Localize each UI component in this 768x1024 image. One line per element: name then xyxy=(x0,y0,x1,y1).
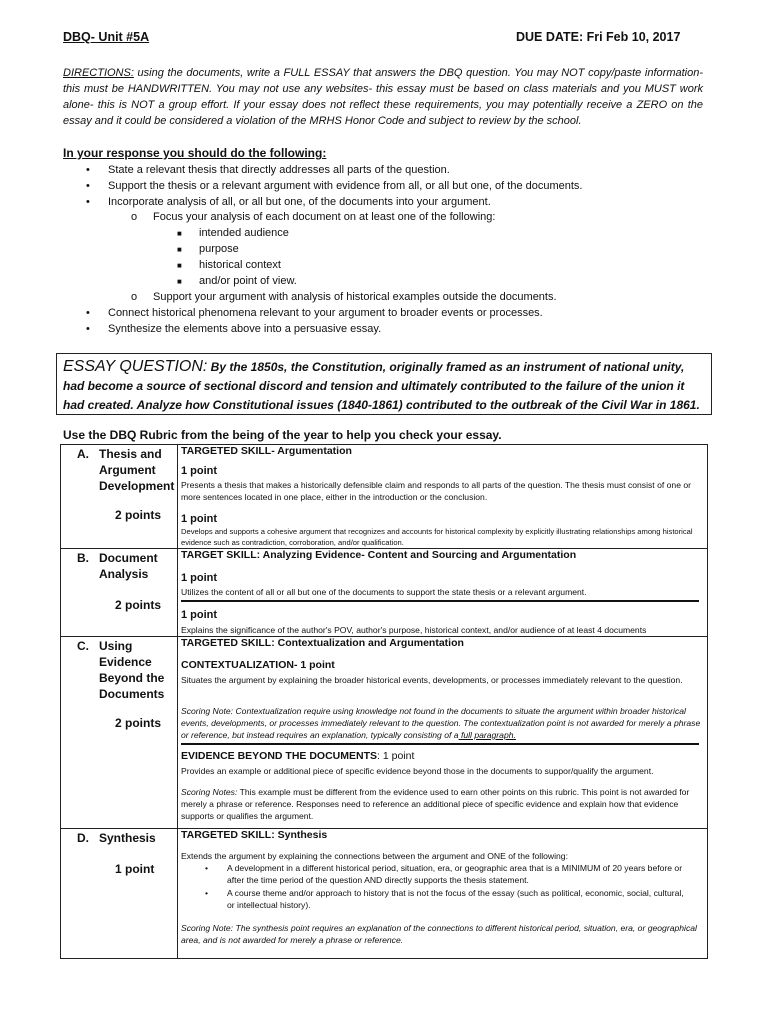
bullet-marker: • xyxy=(86,323,90,335)
list-item xyxy=(86,306,543,320)
point-label: 1 point xyxy=(181,513,218,525)
sub-bullet-marker: o xyxy=(131,211,138,223)
table-row xyxy=(61,549,707,637)
contextualization-description: Situates the argument by explaining the broader historical events, developments, or processes immediately relevant to the question. xyxy=(181,675,683,685)
scoring-note-text: Scoring Note: Contextualization require using knowledge not found in the documents to situate the argument within broader historical events, developments, or processes immediately relevant to the question. The contextualization point is not awarded for merely a phrase or reference, but instead requires an explanation, typically consisting of a xyxy=(181,706,701,740)
table-row xyxy=(61,829,707,958)
sub-bullet-marker: o xyxy=(131,291,138,303)
section-divider xyxy=(181,600,699,602)
list-item-text: Incorporate analysis of all, or all but one, of the documents into your argument. xyxy=(108,196,491,208)
rubric-note: Use the DBQ Rubric from the being of the year to help you check your essay. xyxy=(63,428,502,442)
essay-question-label: ESSAY QUESTION: xyxy=(63,358,208,375)
list-item-text: A development in a different historical period, situation, era, or geographic area that is a MINIMUM of 20 years before or after the time period of the question AND directly supports the thesis statement. xyxy=(227,863,683,885)
point-label: 1 point xyxy=(181,609,218,621)
point-description: Utilizes the content of all or all but one of the documents to support the state thesis or a relevant argument. xyxy=(181,587,587,597)
criterion-points: 1 point xyxy=(115,862,155,876)
scoring-notes-text: This example must be different from the evidence used to earn other points on this rubric. This point is not awarded for merely a phrase or reference. Responses need to reference an additional piece of specific evidence and explain how that evidence supports or qualifies the argument. xyxy=(181,787,690,821)
criterion-title: Document Analysis xyxy=(99,551,158,581)
table-row xyxy=(61,637,707,829)
essay-question-text: By the 1850s, the Constitution, originally framed as an instrument of national unity, had become a source of sectional discord and tension and ultimately contributed to the failure of the union it had created. Analyze how Constitutional issues (1840-1861) contributed to the outbreak of the Civil War in 1861. xyxy=(63,360,700,412)
point-label: 1 point xyxy=(181,465,218,477)
criterion-points: 2 points xyxy=(115,508,162,522)
list-item-text: Support the thesis or a relevant argument with evidence from all, or all but one, of the documents. xyxy=(108,180,583,192)
criterion-points: 2 points xyxy=(115,598,162,612)
list-item xyxy=(177,226,289,240)
square-marker: ■ xyxy=(177,229,182,238)
targeted-skill: TARGET SKILL: Analyzing Evidence- Content and Sourcing and Argumentation xyxy=(181,549,577,561)
unit-title: DBQ- Unit #5A xyxy=(63,30,150,44)
due-date: DUE DATE: Fri Feb 10, 2017 xyxy=(516,30,681,44)
square-marker: ■ xyxy=(177,277,182,286)
targeted-skill: TARGETED SKILL: Synthesis xyxy=(181,829,328,841)
criterion-title: Using Evidence Beyond the Documents xyxy=(99,639,165,701)
evidence-points: : 1 point xyxy=(377,750,415,762)
list-item-text: Focus your analysis of each document on at least one of the following: xyxy=(153,211,496,223)
list-item xyxy=(86,163,450,177)
point-description: Explains the significance of the author's POV, author's purpose, historical context, and/or audience of at least 4 documents xyxy=(181,625,647,635)
criterion-key: C. xyxy=(77,639,89,653)
evidence-heading-text: EVIDENCE BEYOND THE DOCUMENTS xyxy=(181,750,378,762)
directions-label: DIRECTIONS: xyxy=(63,67,134,79)
criterion-cell xyxy=(61,445,178,548)
list-item-text: purpose xyxy=(199,243,239,255)
bullet-marker: • xyxy=(86,307,90,319)
criterion-points: 2 points xyxy=(115,716,162,730)
list-item xyxy=(131,210,496,224)
targeted-skill: TARGETED SKILL: Contextualization and Argumentation xyxy=(181,637,464,649)
bullet-marker: • xyxy=(205,888,209,898)
list-item-text: intended audience xyxy=(199,227,289,239)
criterion-key: B. xyxy=(77,551,89,565)
list-item-text: Connect historical phenomena relevant to your argument to broader events or processes. xyxy=(108,307,543,319)
scoring-note-emphasis: full paragraph. xyxy=(458,730,516,740)
list-item xyxy=(205,887,689,911)
point-description: Presents a thesis that makes a historically defensible claim and responds to all parts of the question. The thesis must consist of one or more sentences located in one place, either in the introduction or the conclusion. xyxy=(181,480,692,502)
list-item-text: Support your argument with analysis of historical examples outside the documents. xyxy=(153,291,557,303)
evidence-scoring-note xyxy=(181,786,703,822)
bullet-marker: • xyxy=(86,180,90,192)
criterion-title: Synthesis xyxy=(99,831,156,845)
evidence-heading xyxy=(181,750,414,762)
criterion-cell xyxy=(61,829,178,958)
list-item xyxy=(177,242,239,256)
criterion-key: A. xyxy=(77,447,89,461)
table-row xyxy=(61,445,707,549)
synthesis-scoring-note: Scoring Note: The synthesis point requires an explanation of the connections to different historical period, situation, era, or geographical area, and is not awarded for merely a phrase or reference. xyxy=(181,923,697,945)
directions-paragraph xyxy=(63,65,703,129)
criterion-title: Thesis and Argument Development xyxy=(99,447,175,493)
bullet-marker: • xyxy=(86,196,90,208)
square-marker: ■ xyxy=(177,245,182,254)
bullet-marker: • xyxy=(205,863,209,873)
essay-question-box xyxy=(56,353,712,415)
synthesis-intro: Extends the argument by explaining the connections between the argument and ONE of the following: xyxy=(181,851,568,861)
point-description: Develops and supports a cohesive argument that recognizes and accounts for historical complexity by explicitly illustrating relationships among historical evidence such as contradiction, corroboration, and/or qualification. xyxy=(181,527,693,547)
response-heading: In your response you should do the following: xyxy=(63,146,327,160)
directions-text: using the documents, write a FULL ESSAY that answers the DBQ question. You may NOT copy/paste information- this must be HANDWRITTEN. You may not use any websites- this essay must be based on class materials and you MUST work alone- this is NOT a group effort. If your essay does not reflect these requirements, you may potentially receive a ZERO on the essay and it could be considered a violation of the MRHS Honor Code and subject to review by the school. xyxy=(63,67,703,127)
list-item xyxy=(177,274,297,288)
targeted-skill: TARGETED SKILL- Argumentation xyxy=(181,445,352,457)
criterion-key: D. xyxy=(77,831,89,845)
contextualization-scoring-note xyxy=(181,705,703,741)
contextualization-heading: CONTEXTUALIZATION- 1 point xyxy=(181,659,335,671)
list-item-text: historical context xyxy=(199,259,281,271)
list-item xyxy=(131,290,557,304)
point-label: 1 point xyxy=(181,572,218,584)
rubric-table xyxy=(60,444,708,959)
list-item xyxy=(86,322,382,336)
list-item xyxy=(86,195,491,209)
square-marker: ■ xyxy=(177,261,182,270)
criterion-cell xyxy=(61,637,178,828)
criterion-cell xyxy=(61,549,178,636)
bullet-marker: • xyxy=(86,164,90,176)
list-item-text: Synthesize the elements above into a persuasive essay. xyxy=(108,323,382,335)
list-item xyxy=(86,179,583,193)
scoring-notes-label: Scoring Notes: xyxy=(181,787,238,797)
list-item-text: and/or point of view. xyxy=(199,275,297,287)
list-item-text: A course theme and/or approach to history that is not the focus of the essay (such as political, economic, social, cultural, or intellectual history). xyxy=(227,888,684,910)
section-divider xyxy=(181,743,699,745)
list-item xyxy=(205,862,689,886)
evidence-description: Provides an example or additional piece of specific evidence beyond those in the documents to suppor/qualify the argument. xyxy=(181,766,654,776)
list-item-text: State a relevant thesis that directly addresses all parts of the question. xyxy=(108,164,450,176)
list-item xyxy=(177,258,281,272)
